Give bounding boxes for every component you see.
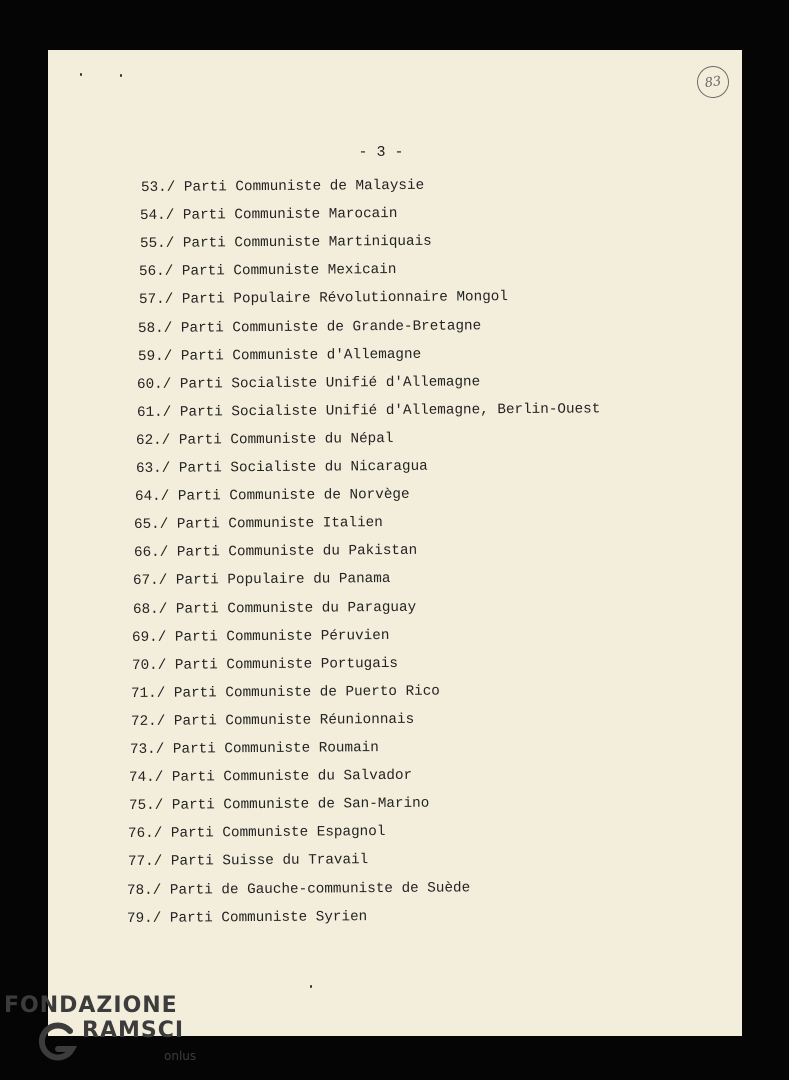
list-item bbox=[129, 796, 429, 814]
list-item-number: 79./ bbox=[126, 910, 162, 927]
list-item bbox=[127, 880, 470, 899]
list-item-number: 77./ bbox=[127, 854, 163, 871]
list-item-number: 59./ bbox=[137, 348, 173, 365]
list-item bbox=[133, 571, 391, 589]
list-item-text: Parti Communiste Italien bbox=[168, 515, 384, 533]
list-item-number: 68./ bbox=[132, 601, 168, 618]
list-item bbox=[140, 206, 398, 224]
list-item bbox=[127, 909, 367, 927]
list-item-text: Parti Communiste de Grande-Bretagne bbox=[172, 317, 482, 337]
list-item-text: Parti Populaire du Panama bbox=[167, 571, 391, 590]
list-item bbox=[135, 459, 427, 477]
list-item bbox=[131, 683, 440, 701]
list-item-text: Parti Communiste Syrien bbox=[160, 908, 367, 927]
list-item-number: 69./ bbox=[132, 629, 167, 646]
list-item-number: 62./ bbox=[135, 432, 171, 449]
list-item bbox=[134, 543, 417, 561]
page-number: - 3 - bbox=[358, 144, 404, 161]
list-item-text: Parti de Gauche-communiste de Suède bbox=[161, 879, 471, 899]
list-item-text: Parti Communiste Réunionnais bbox=[164, 711, 414, 730]
paper-mark bbox=[310, 985, 312, 988]
list-item-number: 65./ bbox=[134, 516, 169, 534]
list-item bbox=[128, 824, 386, 842]
gramsci-g-logo-icon bbox=[34, 1019, 80, 1065]
watermark-suffix: onlus bbox=[164, 1049, 197, 1063]
list-item-number: 75./ bbox=[128, 797, 164, 815]
list-item-text: Parti Socialiste du Nicaragua bbox=[169, 458, 428, 477]
paper-mark bbox=[80, 73, 82, 76]
list-item bbox=[137, 401, 600, 421]
list-item-text: Parti Communiste Marocain bbox=[174, 206, 398, 224]
list-item-number: 57./ bbox=[138, 292, 174, 309]
list-item-number: 54./ bbox=[140, 207, 175, 225]
list-item-text: Parti Communiste Péruvien bbox=[166, 627, 390, 646]
list-item-text: Parti Communiste Martiniquais bbox=[174, 233, 432, 252]
list-item-number: 64./ bbox=[134, 488, 170, 506]
folio-number-stamp: 83 bbox=[695, 64, 731, 100]
list-item-text: Parti Communiste du Salvador bbox=[163, 767, 413, 786]
list-item bbox=[140, 234, 432, 252]
list-item bbox=[139, 262, 397, 280]
list-item-text: Parti Communiste de San-Marino bbox=[163, 795, 430, 814]
list-item bbox=[133, 599, 416, 617]
paper-mark bbox=[120, 74, 122, 77]
list-item-text: Parti Communiste Espagnol bbox=[162, 824, 386, 843]
list-item-number: 72./ bbox=[130, 713, 165, 730]
list-item bbox=[132, 656, 398, 674]
list-item bbox=[128, 853, 368, 871]
list-item-text: Parti Communiste Portugais bbox=[165, 655, 398, 674]
list-item-number: 74./ bbox=[129, 769, 164, 787]
list-item-text: Parti Communiste Mexicain bbox=[173, 262, 397, 281]
list-item-text: Parti Communiste de Puerto Rico bbox=[165, 683, 441, 702]
list-item-number: 63./ bbox=[135, 460, 170, 477]
list-item bbox=[137, 374, 480, 393]
list-item-text: Parti Communiste d'Allemagne bbox=[171, 346, 421, 365]
list-item-number: 53./ bbox=[140, 179, 176, 196]
watermark-line2: RAMSCI bbox=[82, 1018, 185, 1043]
list-item-text: Parti Communiste de Malaysie bbox=[175, 177, 425, 196]
list-item bbox=[141, 178, 424, 196]
list-item-number: 61./ bbox=[136, 404, 171, 421]
list-item-number: 67./ bbox=[133, 573, 168, 590]
list-item bbox=[134, 515, 383, 533]
list-item bbox=[130, 712, 413, 730]
list-item-text: Parti Communiste Roumain bbox=[164, 740, 379, 758]
list-item-number: 78./ bbox=[127, 882, 162, 899]
list-item-text: Parti Socialiste Unifié d'Allemagne bbox=[171, 373, 481, 393]
list-item bbox=[136, 431, 394, 449]
list-item-number: 60./ bbox=[137, 376, 172, 393]
list-item bbox=[132, 628, 390, 646]
list-item-number: 66./ bbox=[133, 545, 169, 562]
list-item bbox=[135, 487, 410, 505]
list-item bbox=[138, 318, 481, 337]
list-item bbox=[130, 740, 379, 758]
list-item-number: 76./ bbox=[128, 826, 163, 843]
list-item-text: Parti Communiste du Paraguay bbox=[167, 599, 416, 618]
list-item-text: Parti Populaire Révolutionnaire Mongol bbox=[173, 289, 508, 309]
list-item-number: 70./ bbox=[131, 657, 167, 674]
list-item bbox=[138, 346, 421, 364]
watermark-line1: FONDAZIONE bbox=[4, 993, 178, 1018]
fondazione-gramsci-watermark bbox=[4, 993, 204, 1075]
list-item-number: 71./ bbox=[131, 685, 166, 702]
list-item-text: Parti Communiste de Norvège bbox=[169, 486, 410, 505]
list-item-text: Parti Communiste du Népal bbox=[170, 430, 394, 449]
list-item-text: Parti Communiste du Pakistan bbox=[168, 543, 418, 562]
list-item-number: 56./ bbox=[139, 264, 174, 281]
list-item-number: 73./ bbox=[129, 741, 165, 758]
list-item-text: Parti Socialiste Unifié d'Allemagne, Berlin-Ouest bbox=[170, 401, 600, 421]
list-item bbox=[129, 768, 412, 786]
list-item-number: 55./ bbox=[139, 235, 175, 253]
list-item-number: 58./ bbox=[138, 320, 173, 337]
list-item-text: Parti Suisse du Travail bbox=[162, 852, 369, 871]
